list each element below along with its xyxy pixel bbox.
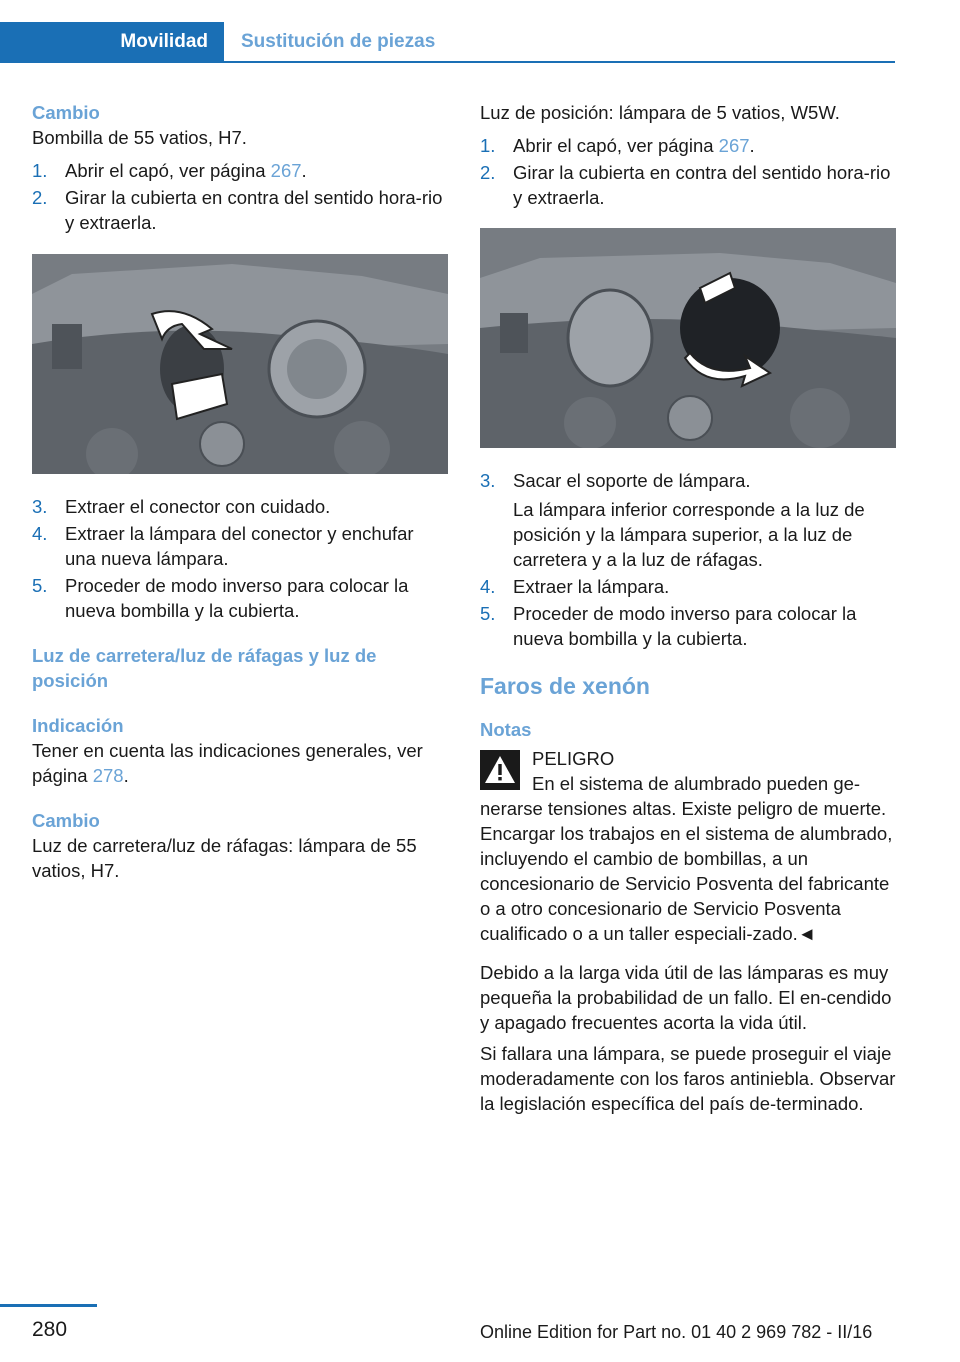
step-number: 3. bbox=[480, 470, 496, 491]
step-text: Extraer la lámpara del conector y enchufar una nueva lámpara. bbox=[65, 523, 414, 569]
step-number: 5. bbox=[32, 575, 48, 596]
step-item bbox=[32, 494, 448, 519]
step-number: 2. bbox=[480, 162, 496, 183]
warning-box bbox=[480, 746, 896, 946]
step-number: 1. bbox=[480, 135, 496, 156]
warning-title: PELIGRO bbox=[532, 748, 615, 769]
paragraph-position-light-spec: Luz de posición: lámpara de 5 vatios, W5W. bbox=[480, 102, 840, 123]
step-item bbox=[480, 133, 896, 158]
left-column bbox=[32, 100, 448, 883]
step-text: Abrir el capó, ver página bbox=[513, 135, 719, 156]
heading-notas: Notas bbox=[480, 719, 532, 740]
page-link-267[interactable]: 267 bbox=[718, 135, 750, 156]
page-link-267[interactable]: 267 bbox=[270, 160, 302, 181]
edition-footer: Online Edition for Part no. 01 40 2 969 782 - II/16 bbox=[480, 1322, 873, 1342]
paragraph-high-beam-spec: Luz de carretera/luz de ráfagas: lámpara de 55 vatios, H7. bbox=[32, 835, 417, 881]
step-item bbox=[480, 160, 896, 210]
headlight-cover-image bbox=[32, 254, 448, 474]
heading-cambio-2: Cambio bbox=[32, 810, 100, 831]
step-item bbox=[480, 574, 896, 599]
step-text-end: . bbox=[301, 160, 307, 181]
step-text: Extraer la lámpara. bbox=[513, 576, 670, 597]
step-number: 3. bbox=[32, 496, 48, 517]
paragraph-general-notes: Tener en cuenta las indicaciones generales, ver página 278. bbox=[32, 740, 423, 786]
step-number: 4. bbox=[32, 523, 48, 544]
step-number: 1. bbox=[32, 160, 48, 181]
step-text: Abrir el capó, ver página bbox=[65, 160, 271, 181]
section-tab-sustitucion[interactable]: Sustitución de piezas bbox=[241, 31, 436, 52]
step-item bbox=[32, 185, 448, 235]
heading-indicacion: Indicación bbox=[32, 715, 124, 736]
steps-list bbox=[480, 468, 896, 651]
paragraph-lamp-life: Debido a la larga vida útil de las lámparas es muy pequeña la probabilidad de un fallo. El en‐cendido y apagado frecuentes acorta la vida útil. bbox=[480, 962, 892, 1033]
step-number: 4. bbox=[480, 576, 496, 597]
heading-high-beam: Luz de carretera/luz de ráfagas y luz de posición bbox=[32, 645, 377, 691]
step-number: 2. bbox=[32, 187, 48, 208]
step-item bbox=[32, 521, 448, 571]
steps-list bbox=[32, 494, 448, 623]
steps-list bbox=[32, 158, 448, 235]
heading-xenon: Faros de xenón bbox=[480, 673, 650, 699]
heading-cambio: Cambio bbox=[32, 102, 100, 123]
step-text: Sacar el soporte de lámpara. bbox=[513, 470, 751, 491]
step-text: Extraer el conector con cuidado. bbox=[65, 496, 331, 517]
paragraph-lamp-failure: Si fallara una lámpara, se puede proseguir el viaje moderadamente con los faros antiniebla. Observar la legislación específica del país de‐terminado. bbox=[480, 1043, 896, 1114]
warning-text: En el sistema de alumbrado pueden ge‐nerarse tensiones altas. Existe peligro de muerte. Encargar los trabajos en el sistema de alumbrado, incluyendo el cambio de bombillas, a un concesionario de Servicio Posventa del fabricante o a otro concesionario de Servicio Posventa cualificado o a un taller especiali‐zado.◄ bbox=[480, 773, 893, 944]
header-divider bbox=[0, 61, 895, 63]
paragraph-bulb-spec: Bombilla de 55 vatios, H7. bbox=[32, 127, 247, 148]
warning-triangle-icon bbox=[480, 750, 520, 790]
step-item bbox=[480, 601, 896, 651]
page-header bbox=[0, 0, 960, 64]
step-item bbox=[32, 573, 448, 623]
step-note: La lámpara inferior corresponde a la luz de posición y la lámpara superior, a la luz de carretera y a la luz de ráfagas. bbox=[513, 499, 865, 570]
step-text: Girar la cubierta en contra del sentido hora‐rio y extraerla. bbox=[65, 187, 443, 233]
step-item bbox=[32, 158, 448, 183]
step-text-end: . bbox=[749, 135, 755, 156]
headlight-illustration-left bbox=[32, 254, 448, 474]
headlight-illustration-right bbox=[480, 228, 896, 448]
step-text: Girar la cubierta en contra del sentido hora‐rio y extraerla. bbox=[513, 162, 891, 208]
page-number: 280 bbox=[32, 1318, 68, 1341]
step-text: Proceder de modo inverso para colocar la nueva bombilla y la cubierta. bbox=[65, 575, 409, 621]
page-link-278[interactable]: 278 bbox=[92, 765, 124, 786]
step-text: Proceder de modo inverso para colocar la nueva bombilla y la cubierta. bbox=[513, 603, 857, 649]
section-tab-movilidad[interactable]: Movilidad bbox=[0, 22, 224, 62]
step-item bbox=[480, 468, 896, 572]
right-column bbox=[480, 100, 896, 1116]
step-number: 5. bbox=[480, 603, 496, 624]
headlight-cover-image bbox=[480, 228, 896, 448]
footer-divider bbox=[0, 1304, 97, 1307]
steps-list bbox=[480, 133, 896, 210]
